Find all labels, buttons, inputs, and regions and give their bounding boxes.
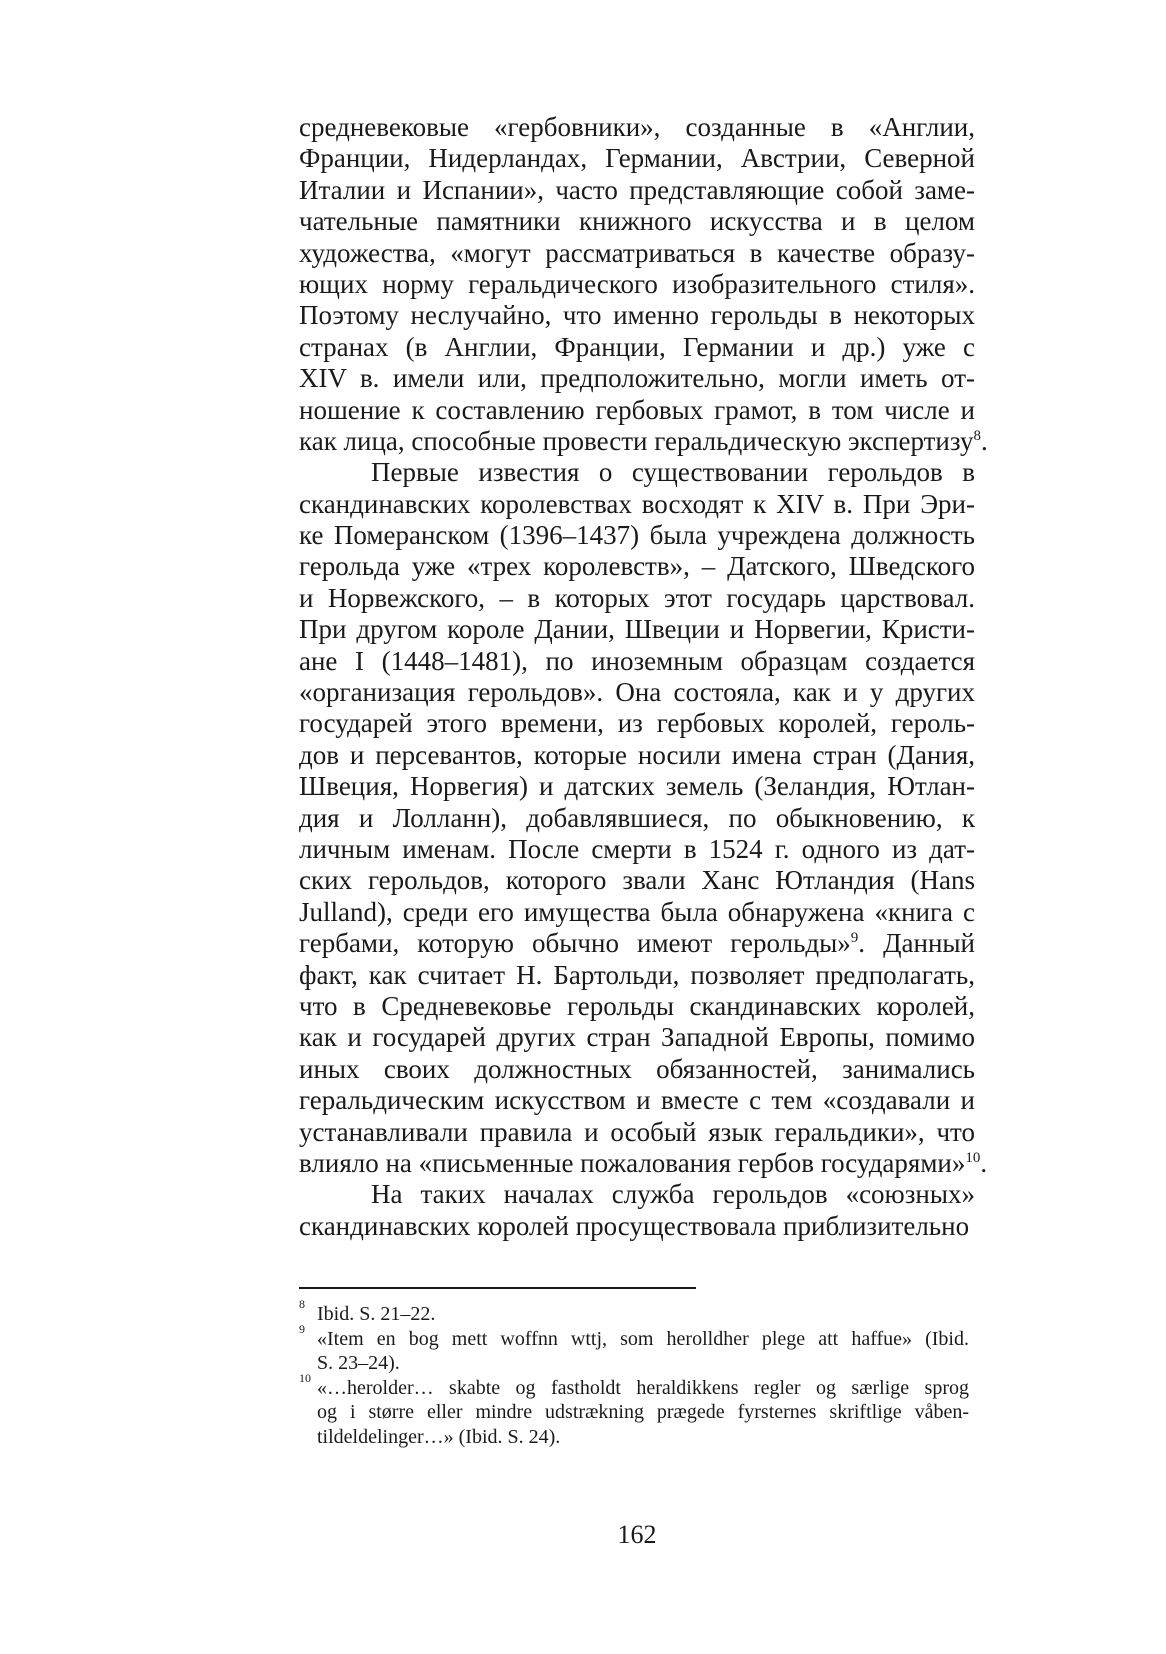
text-line-content: Julland), среди его имущества была обнаружена «книга с <box>299 896 975 927</box>
text-line <box>299 771 975 802</box>
text-line <box>299 991 975 1022</box>
footnote-9 <box>299 1321 969 1376</box>
text-line-content: факт, как считает Н. Бартольди, позволяет предполагать, <box>299 959 975 990</box>
text-line-content: странах (в Англии, Франции, Германии и др.) уже с <box>299 331 975 362</box>
text-line <box>299 143 975 174</box>
text-line-content: и Норвежского, – в которых этот государь царствовал. <box>299 582 975 613</box>
text-line-content: На таких началах служба герольдов «союзных» <box>371 1179 975 1210</box>
footnote-number: 9 <box>299 1321 305 1336</box>
footnote-number: 10 <box>299 1370 311 1385</box>
text-line <box>299 520 975 551</box>
text-line-content: герольда уже «трех королевств», – Датского, Шведского <box>299 551 975 582</box>
text-line <box>299 614 975 645</box>
text-line <box>299 206 975 237</box>
text-line-content: ющих норму геральдического изобразительного стиля». <box>299 268 975 299</box>
text-line-content: иных своих должностных обязанностей, занимались <box>299 1053 975 1084</box>
text-line <box>299 646 975 677</box>
text-line-content: При другом короле Дании, Швеции и Норвегии, Кристи- <box>299 614 975 645</box>
text-line-content: художества, «могут рассматриваться в качестве образу- <box>299 237 975 268</box>
text-line-tail: . Данный <box>858 928 975 959</box>
text-line-content: Италии и Испании», часто представляющие собой заме- <box>299 174 975 205</box>
text-line-content: скандинавских королевствах восходят к XIV в. При Эри- <box>299 488 975 519</box>
text-line <box>299 583 975 614</box>
text-line <box>299 928 975 959</box>
text-line-content: чательные памятники книжного искусства и в целом <box>299 206 975 237</box>
footnote-line: S. 23–24). <box>317 1352 400 1374</box>
text-line <box>299 269 975 300</box>
text-line-content: как и государей других стран Западной Европы, помимо <box>299 1022 975 1053</box>
text-line <box>299 1022 975 1053</box>
text-line <box>299 960 975 991</box>
text-line-content: ке Померанском (1396–1437) была учреждена должность <box>299 520 975 551</box>
footnote-10 <box>299 1370 969 1450</box>
text-line <box>299 834 975 865</box>
text-line <box>299 457 975 488</box>
text-line <box>299 395 975 426</box>
footnote-line: «Item en bog mett woffnn wttj, som herolldher plege att haffue» (Ibid. <box>317 1327 969 1350</box>
text-line-content: XIV в. имели или, предположительно, могли иметь от- <box>299 363 975 394</box>
text-line <box>299 897 975 928</box>
text-line <box>299 489 975 520</box>
text-line <box>299 677 975 708</box>
text-line-content: ане I (1448–1481), по иноземным образцам создается <box>299 645 975 676</box>
text-line-content: скандинавских королей просуществовала приблизительно <box>299 1210 970 1241</box>
text-line <box>299 1085 975 1116</box>
text-line <box>299 1179 975 1210</box>
text-line-tail: . <box>980 425 988 456</box>
footnotes <box>299 1297 969 1449</box>
text-line <box>299 1211 975 1242</box>
text-line <box>299 112 975 143</box>
text-line-content: средневековые «гербовники», созданные в «Англии, <box>299 112 975 142</box>
footnote-line: «…herolder… skabte og fastholdt heraldikkens regler og særlige sprog <box>317 1376 969 1399</box>
text-line-content: личным именам. После смерти в 1524 г. одного из дат- <box>299 833 975 864</box>
footnote-reference[interactable]: 10 <box>965 1149 981 1166</box>
footnote-separator <box>299 1287 696 1289</box>
text-line-tail: . <box>980 1147 988 1178</box>
text-line-content: Первые известия о существовании герольдов в <box>371 457 975 488</box>
footnote-number: 8 <box>299 1297 305 1311</box>
text-line <box>299 740 975 771</box>
footnote-line: tildeldelinger…» (Ibid. S. 24). <box>317 1425 561 1448</box>
text-line-content: устанавливали правила и особый язык геральдики», что <box>299 1116 975 1147</box>
text-line <box>299 803 975 834</box>
footnote-line: og i større eller mindre udstrækning prægede fyrsternes skriftlige våben- <box>317 1401 969 1423</box>
text-line <box>299 708 975 739</box>
footnote-line: Ibid. S. 21–22. <box>317 1303 436 1325</box>
text-line <box>299 1117 975 1148</box>
text-line-content: гербами, которую обычно имеют герольды» <box>299 928 851 959</box>
text-line <box>299 238 975 269</box>
text-line-content: «организация герольдов». Она состояла, как и у других <box>299 677 975 708</box>
text-line-content: Франции, Нидерландах, Германии, Австрии, Северной <box>299 143 975 174</box>
text-line-content: что в Средневековье герольды скандинавских королей, <box>299 990 975 1021</box>
page-number: 162 <box>617 1520 657 1549</box>
text-line-content: дов и персевантов, которые носили имена стран (Дания, <box>299 739 975 770</box>
text-line <box>299 1054 975 1085</box>
text-line-content: дия и Лолланн), добавлявшиеся, по обыкновению, к <box>299 802 975 833</box>
main-text <box>299 112 988 1242</box>
footnote-reference[interactable]: 9 <box>850 930 859 947</box>
text-line <box>299 175 975 206</box>
text-line-content: как лица, способные провести геральдическую экспертизу <box>299 425 974 456</box>
text-line <box>299 865 975 896</box>
text-line-content: Швеция, Норвегия) и датских земель (Зеландия, Ютлан- <box>299 771 975 802</box>
text-line <box>299 332 975 363</box>
text-line-content: ских герольдов, которого звали Ханс Ютландия (Hans <box>299 865 975 896</box>
text-line-content: Поэтому неслучайно, что именно герольды в некоторых <box>299 300 975 331</box>
footnote-reference[interactable]: 8 <box>973 427 981 444</box>
text-line-content: геральдическим искусством и вместе с тем «создавали и <box>299 1085 975 1116</box>
text-line-content: влияло на «письменные пожалования гербов государями» <box>299 1147 966 1178</box>
text-line-content: государей этого времени, из гербовых королей, героль- <box>299 708 975 739</box>
text-line <box>299 363 975 394</box>
text-line-content: ношение к составлению гербовых грамот, в том числе и <box>299 394 975 425</box>
text-line <box>299 1147 988 1179</box>
text-line <box>299 300 975 331</box>
footnote-8 <box>299 1297 969 1327</box>
text-line <box>299 425 988 457</box>
text-line <box>299 551 975 582</box>
